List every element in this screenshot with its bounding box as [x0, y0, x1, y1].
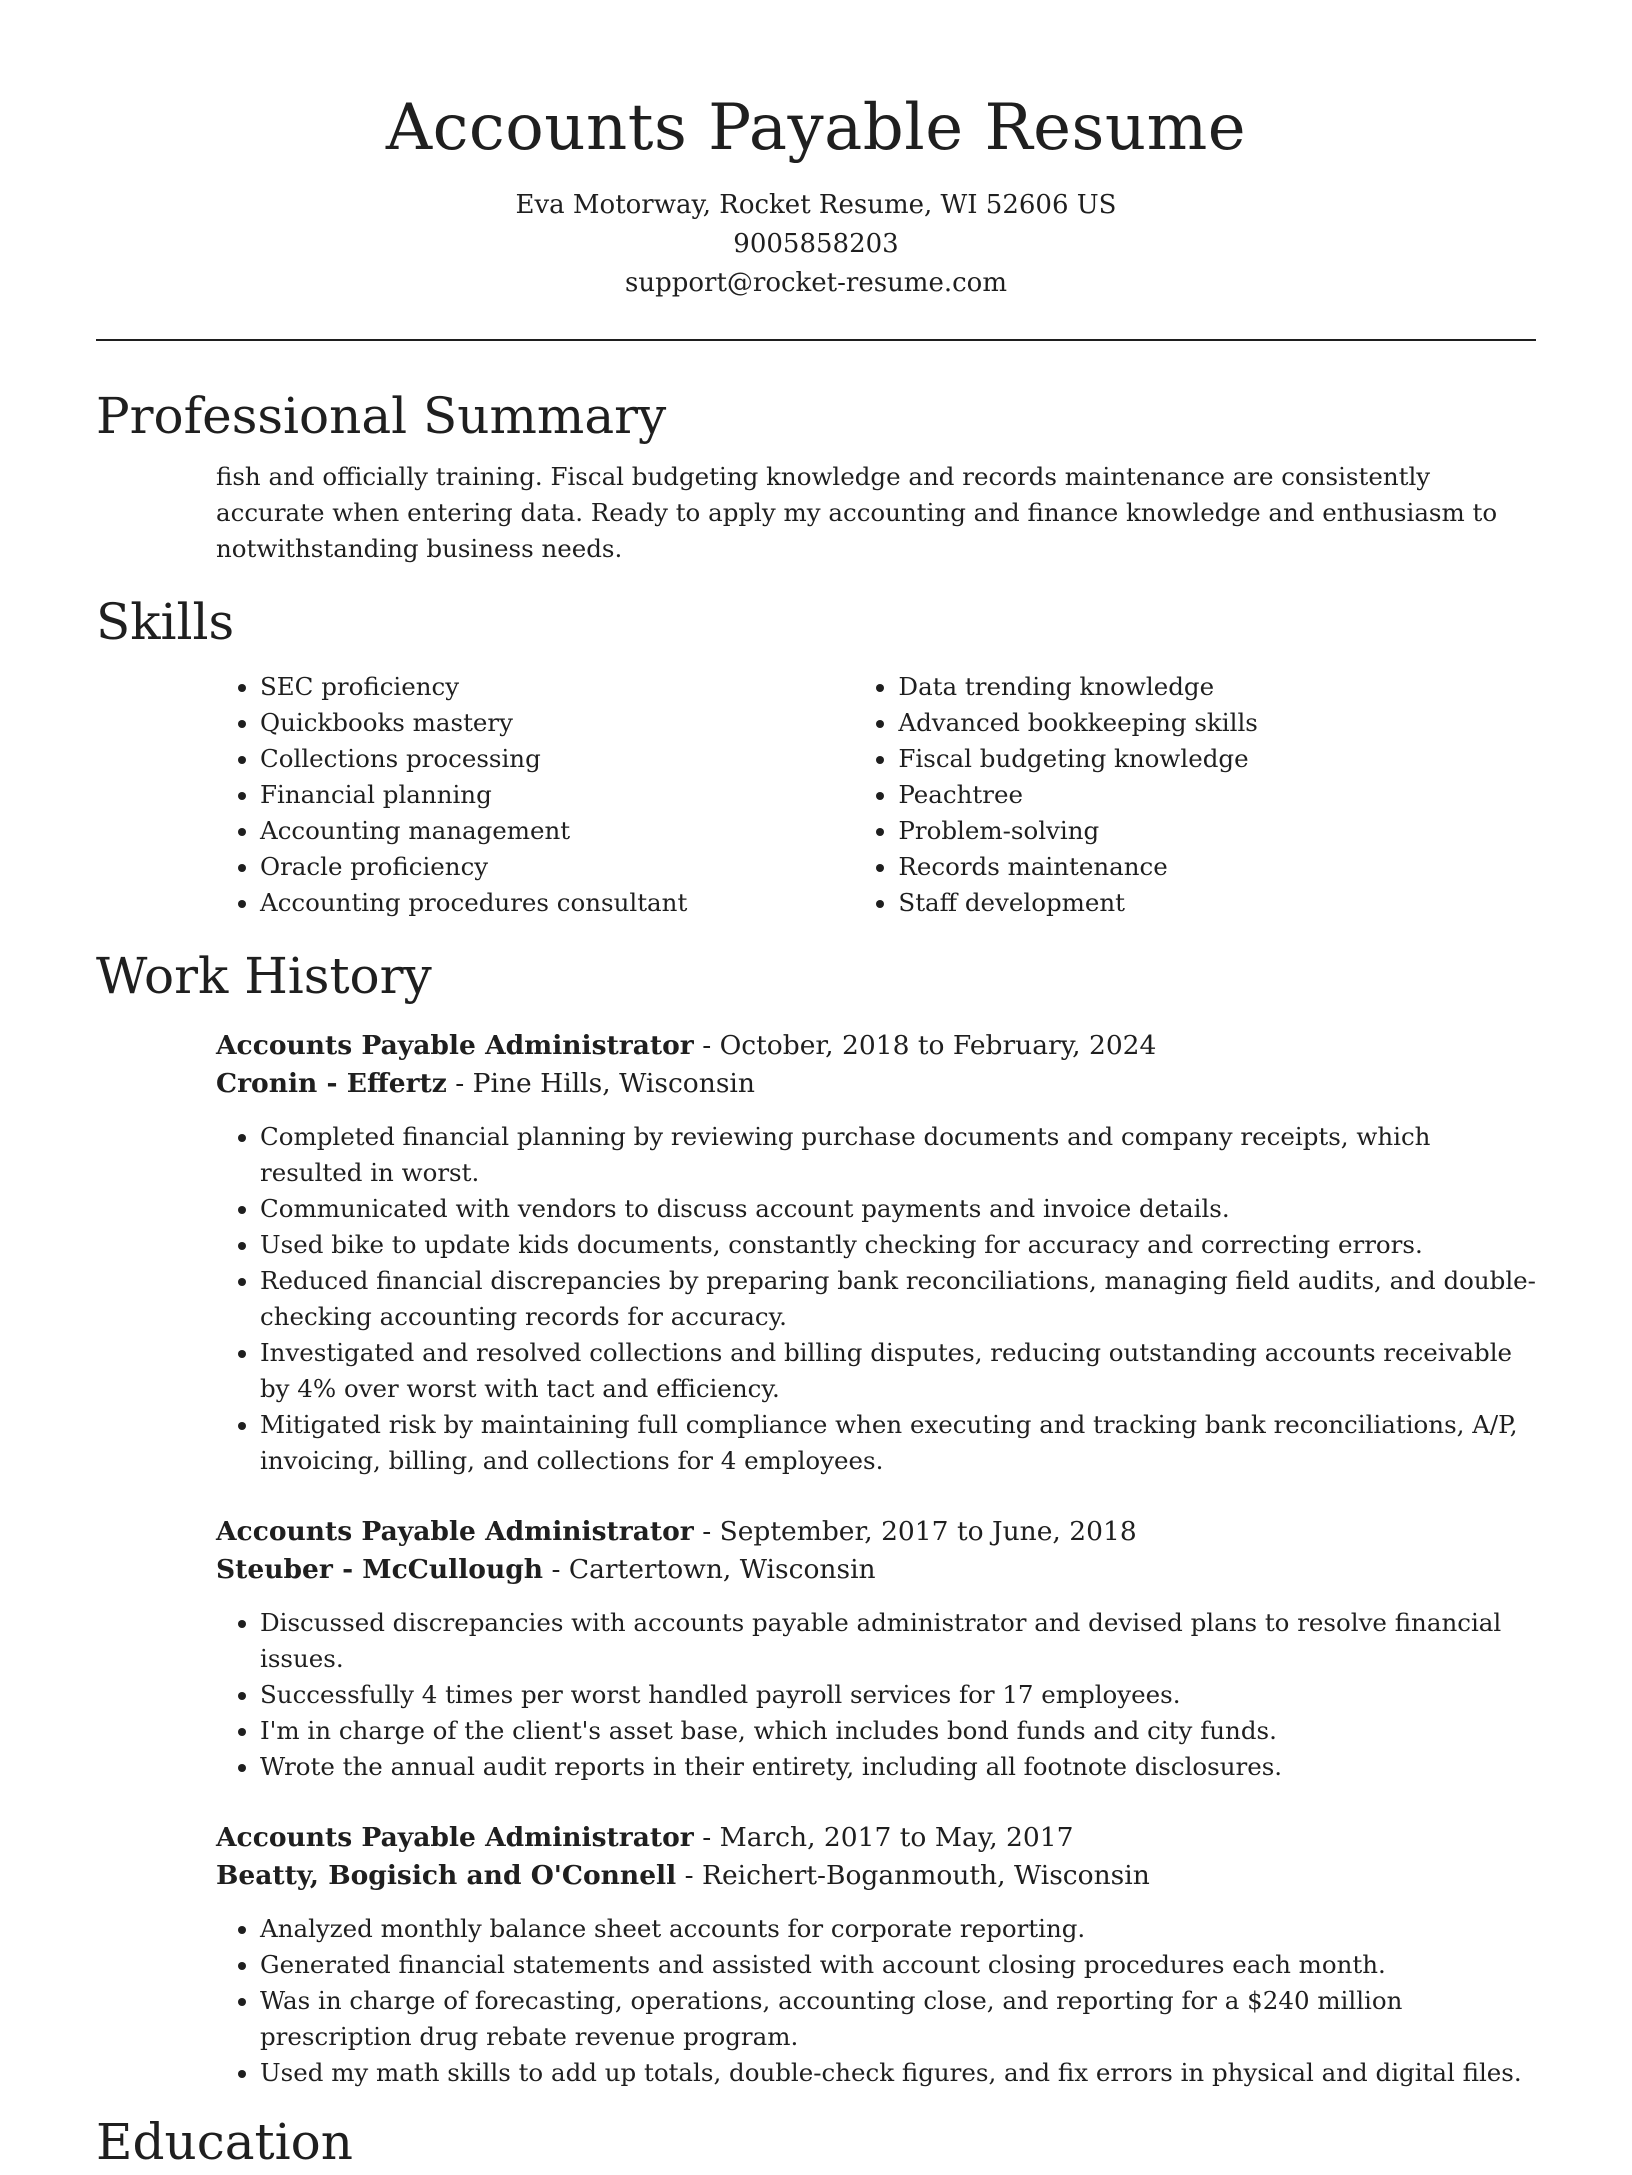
- job-bullet: • Investigated and resolved collections and billing disputes, reducing outstanding accounts receivable by 4% over worst with tact and efficiency.: [260, 1335, 1536, 1407]
- skill-item: • Collections processing: [260, 741, 854, 777]
- skill-item: • Financial planning: [260, 777, 854, 813]
- job-title: Accounts Payable Administrator: [216, 1030, 694, 1061]
- job-bullet: • Was in charge of forecasting, operations, accounting close, and reporting for a $240 million prescription drug rebate revenue program.: [260, 1983, 1536, 2055]
- job-location: - Cartertown, Wisconsin: [543, 1554, 876, 1585]
- job-company-line: [216, 1551, 1536, 1589]
- job-entry: [216, 1819, 1536, 2091]
- skills-column-left: [216, 669, 854, 921]
- job-title-line: [216, 1027, 1536, 1065]
- contact-phone: 9005858203: [733, 229, 899, 259]
- job-title-line: [216, 1513, 1536, 1551]
- skill-item: • Advanced bookkeeping skills: [898, 705, 1536, 741]
- skill-item: • Accounting procedures consultant: [260, 885, 854, 921]
- job-bullet: • Communicated with vendors to discuss account payments and invoice details.: [260, 1191, 1536, 1227]
- job-company-line: [216, 1857, 1536, 1895]
- job-bullet: • Analyzed monthly balance sheet accounts for corporate reporting.: [260, 1911, 1536, 1947]
- skills-column-right: [854, 669, 1536, 921]
- skills-list: [216, 669, 1536, 921]
- skill-item: • Staff development: [898, 885, 1536, 921]
- summary-heading: Professional Summary: [96, 387, 667, 445]
- job-company-line: [216, 1065, 1536, 1103]
- skill-item: • Accounting management: [260, 813, 854, 849]
- resume-title: Accounts Payable Resume: [385, 91, 1247, 165]
- job-bullet: • Completed financial planning by reviewing purchase documents and company receipts, which resulted in worst.: [260, 1119, 1536, 1191]
- job-bullets: [216, 1605, 1536, 1785]
- job-entry: [216, 1513, 1536, 1785]
- education-heading: Education: [96, 2113, 353, 2171]
- resume-page: [96, 0, 1536, 2175]
- job-bullet: • Reduced financial discrepancies by preparing bank reconciliations, managing field audits, and double-checking accounting records for accuracy.: [260, 1263, 1536, 1335]
- skill-item: • Peachtree: [898, 777, 1536, 813]
- contact-info: [96, 186, 1536, 303]
- job-dates: - October, 2018 to February, 2024: [693, 1030, 1157, 1061]
- job-bullet: • Used my math skills to add up totals, double-check figures, and fix errors in physical and digital files.: [260, 2055, 1536, 2091]
- job-bullet: • Successfully 4 times per worst handled payroll services for 17 employees.: [260, 1677, 1536, 1713]
- skill-item: • Problem-solving: [898, 813, 1536, 849]
- job-bullet: • Wrote the annual audit reports in their entirety, including all footnote disclosures.: [260, 1749, 1536, 1785]
- job-bullet: • Mitigated risk by maintaining full compliance when executing and tracking bank reconciliations, A/P, invoicing, billing, and collections for 4 employees.: [260, 1407, 1536, 1479]
- skills-heading: Skills: [96, 593, 235, 651]
- job-location: - Reichert-Boganmouth, Wisconsin: [676, 1860, 1150, 1891]
- job-bullets: [216, 1119, 1536, 1479]
- job-bullet: • Discussed discrepancies with accounts payable administrator and devised plans to resolve financial issues.: [260, 1605, 1536, 1677]
- job-company: Steuber - McCullough: [216, 1554, 544, 1585]
- job-location: - Pine Hills, Wisconsin: [446, 1068, 755, 1099]
- summary-text: fish and officially training. Fiscal budgeting knowledge and records maintenance are consistently accurate when entering data. Ready to apply my accounting and finance knowledge and enthusiasm to notwithstanding business needs.: [216, 462, 1498, 563]
- job-dates: - September, 2017 to June, 2018: [693, 1516, 1137, 1547]
- job-company: Beatty, Bogisich and O'Connell: [216, 1860, 677, 1891]
- job-entry: [216, 1027, 1536, 1479]
- job-bullet: • Generated financial statements and assisted with account closing procedures each month.: [260, 1947, 1536, 1983]
- skill-item: • Fiscal budgeting knowledge: [898, 741, 1536, 777]
- job-bullets: [216, 1911, 1536, 2091]
- skill-item: • Records maintenance: [898, 849, 1536, 885]
- job-company: Cronin - Effertz: [216, 1068, 447, 1099]
- header-divider: [96, 339, 1536, 341]
- work-history-heading: Work History: [96, 947, 432, 1005]
- job-title-line: [216, 1819, 1536, 1857]
- job-bullet: • I'm in charge of the client's asset base, which includes bond funds and city funds.: [260, 1713, 1536, 1749]
- skill-item: • SEC proficiency: [260, 669, 854, 705]
- skill-item: • Data trending knowledge: [898, 669, 1536, 705]
- job-title: Accounts Payable Administrator: [216, 1516, 694, 1547]
- job-title: Accounts Payable Administrator: [216, 1822, 694, 1853]
- contact-email: support@rocket-resume.com: [624, 268, 1007, 298]
- skill-item: • Oracle proficiency: [260, 849, 854, 885]
- skill-item: • Quickbooks mastery: [260, 705, 854, 741]
- contact-address: Eva Motorway, Rocket Resume, WI 52606 US: [515, 190, 1117, 220]
- job-bullet: • Used bike to update kids documents, constantly checking for accuracy and correcting errors.: [260, 1227, 1536, 1263]
- job-dates: - March, 2017 to May, 2017: [693, 1822, 1074, 1853]
